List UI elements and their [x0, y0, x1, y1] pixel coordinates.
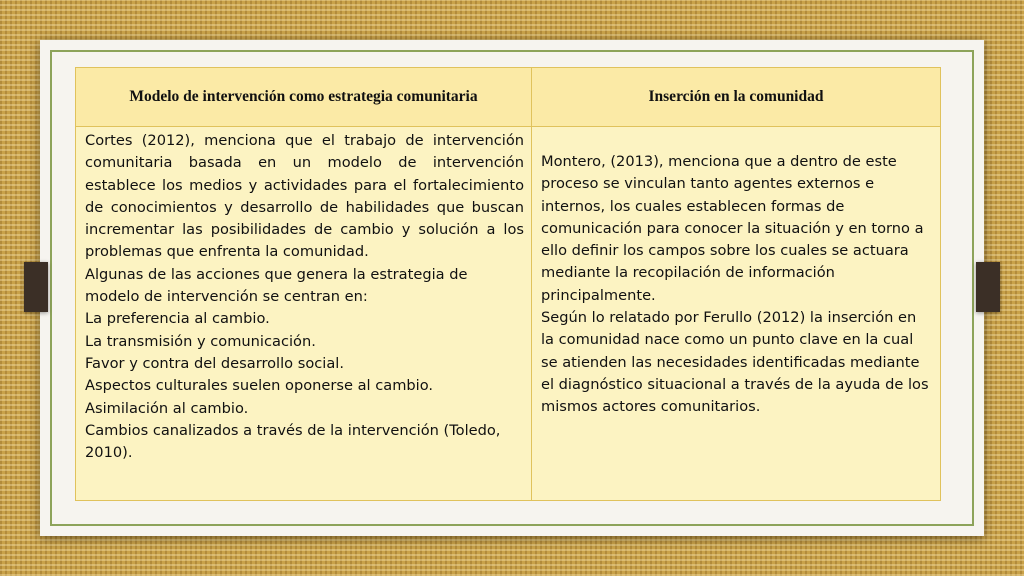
right-paragraph-1: Montero, (2013), menciona que a dentro de este proceso se vinculan tanto agentes externos e internos, los cuales establecen formas de comunicación para conocer la situación y en torno a ello definir los campos sobre los cuales se actuara mediante la recopilación de información principalmente.: [541, 153, 924, 304]
left-line: Cambios canalizados a través de la intervención (Toledo, 2010).: [85, 421, 501, 462]
table-header-row: [76, 68, 941, 127]
table-body-row: [76, 127, 941, 501]
header-right: Inserción en la comunidad: [532, 68, 941, 127]
header-left: Modelo de intervención como estrategia comunitaria: [76, 68, 532, 127]
left-line: La preferencia al cambio.: [85, 310, 270, 328]
left-line: Asimilación al cambio.: [85, 399, 249, 417]
left-line: Favor y contra del desarrollo social.: [85, 354, 344, 372]
left-intro-paragraph: Cortes (2012), menciona que el trabajo de intervención comunitaria basada en un modelo de intervención establece los medios y actividades para el fortalecimiento de conocimientos y desarrollo de habilidades que buscan incrementar las posibilidades de cambio y solución a los problemas que enfrenta la comunidad.: [85, 132, 524, 261]
comparison-table: [75, 67, 941, 501]
right-paragraph-2: Según lo relatado por Ferullo (2012) la inserción en la comunidad nace como un punto clave en la cual se atienden las necesidades identificadas mediante el diagnóstico situacional a través de la ayuda de los mismos actores comunitarios.: [541, 309, 929, 416]
left-cell: [76, 127, 532, 501]
left-line: Algunas de las acciones que genera la estrategia de modelo de intervención se centran en:: [85, 265, 468, 306]
right-cell: [532, 127, 941, 501]
left-line: La transmisión y comunicación.: [85, 332, 316, 350]
right-side-tab: [976, 262, 1000, 312]
left-side-tab: [24, 262, 48, 312]
left-line: Aspectos culturales suelen oponerse al cambio.: [85, 377, 434, 395]
